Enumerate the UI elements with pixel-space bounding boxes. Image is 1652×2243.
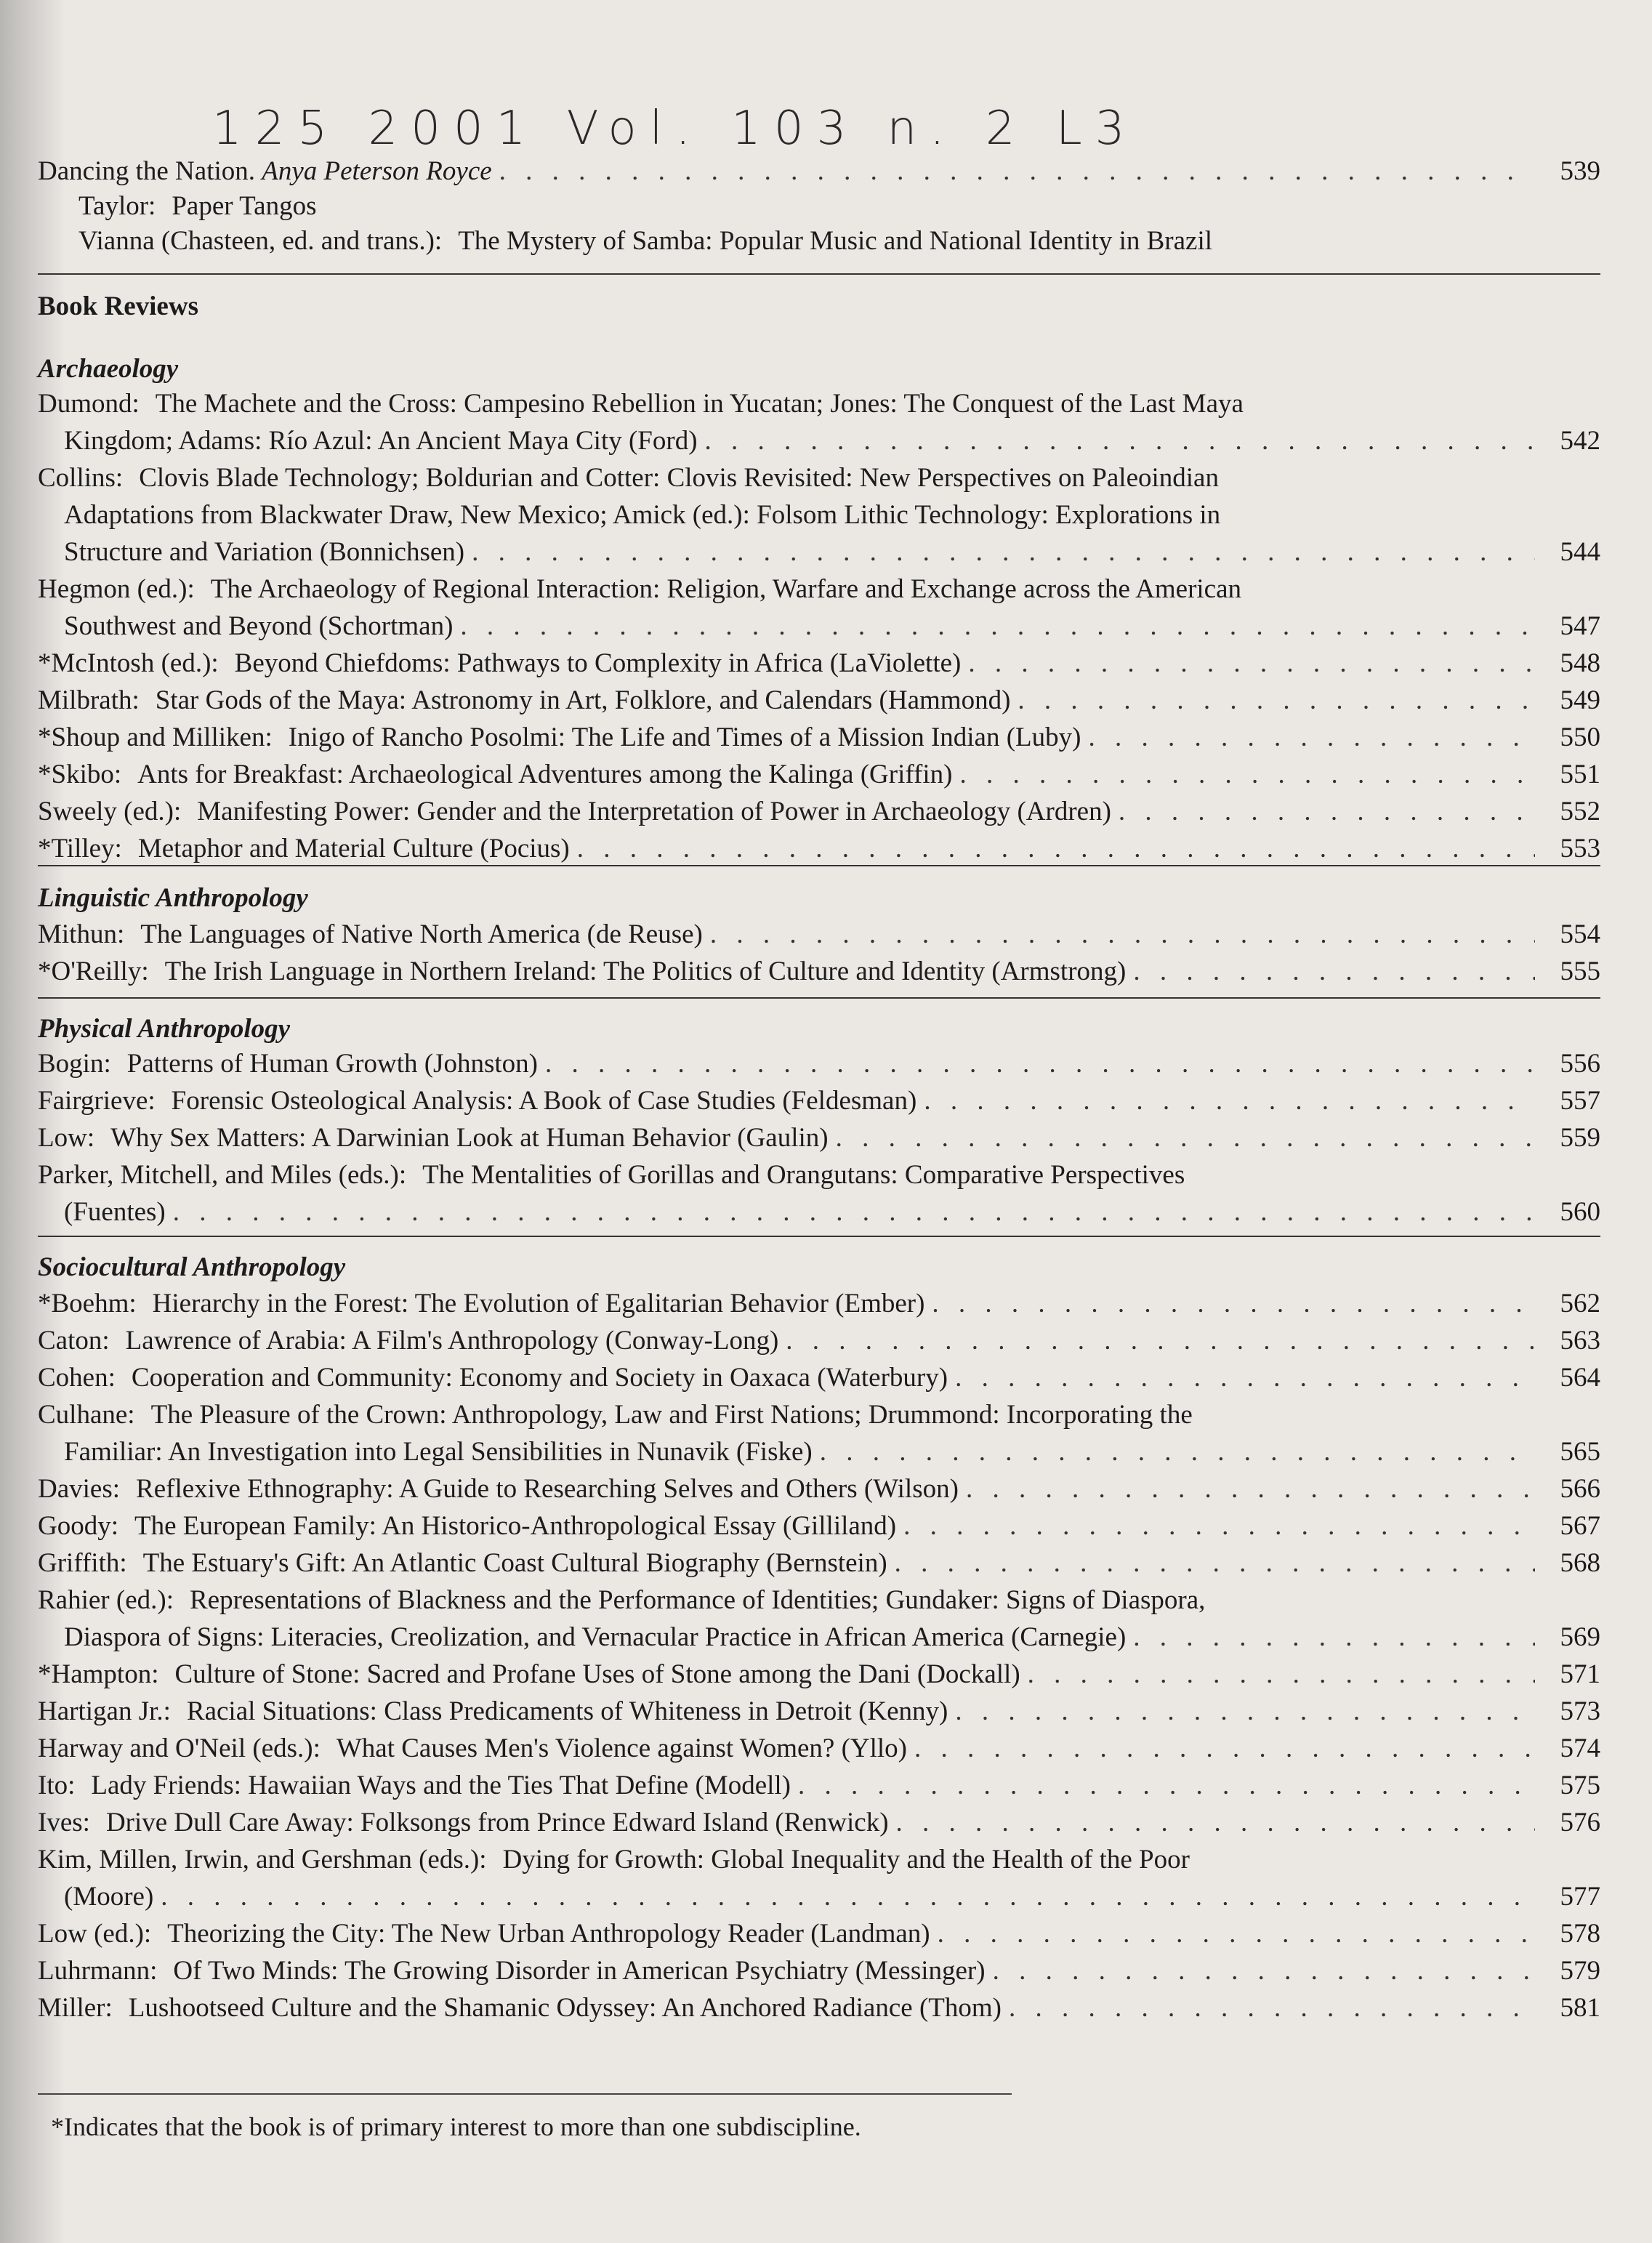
entry-author: Rahier (ed.): [38, 1585, 174, 1615]
toc-line [38, 954, 1600, 989]
toc-line [38, 1398, 1600, 1433]
entry-author: Hartigan Jr.: [38, 1696, 171, 1726]
entry-author: Collins: [38, 463, 124, 493]
entry-title: What Causes Men's Violence against Women? (Yllo) [336, 1733, 908, 1763]
entry-author: Ives: [38, 1808, 90, 1837]
toc-line [38, 1805, 1600, 1840]
dot-leader [895, 1546, 1535, 1581]
entry-title: Lushootseed Culture and the Shamanic Odyssey: An Anchored Radiance (Thom) [128, 1993, 1002, 2023]
entry-author: Fairgrieve: [38, 1086, 156, 1116]
dot-leader [914, 1731, 1535, 1766]
toc-line [38, 1657, 1600, 1692]
dot-leader [968, 646, 1535, 681]
entry-author: Hegmon (ed.): [38, 574, 195, 604]
entry-title: The Irish Language in Northern Ireland: The Politics of Culture and Identity (Armstrong) [164, 957, 1127, 986]
entry-author: Harway and O'Neil (eds.): [38, 1733, 321, 1763]
entry-title: Metaphor and Material Culture (Pocius) [137, 834, 570, 863]
page-number: 574 [1560, 1733, 1600, 1763]
dot-leader [1133, 1620, 1535, 1655]
page-number: 577 [1560, 1882, 1600, 1912]
dot-leader [1009, 1991, 1535, 2026]
entry-author: Vianna (Chasteen, ed. and trans.): [78, 226, 443, 256]
entry-author: Ito: [38, 1771, 76, 1800]
page-number: 547 [1560, 611, 1600, 641]
dot-leader [1088, 720, 1535, 755]
toc-line [64, 1195, 1600, 1230]
entry-title: Star Gods of the Maya: Astronomy in Art, Folklore, and Calendars (Hammond) [155, 685, 1011, 715]
toc-line [38, 461, 1600, 496]
entry-title: Representations of Blackness and the Performance of Identities; Gundaker: Signs of Diaspora, [189, 1585, 1206, 1615]
dot-leader [966, 1472, 1535, 1507]
page-number: 544 [1560, 537, 1600, 567]
entry-title: Dancing the Nation. [38, 156, 255, 186]
entry-author: Cohen: [38, 1363, 116, 1393]
toc-line [38, 1324, 1600, 1358]
page-number: 576 [1560, 1808, 1600, 1837]
page-number: 549 [1560, 685, 1600, 715]
entry-author: Davies: [38, 1474, 121, 1504]
entry-title: The Archaeology of Regional Interaction: Religion, Warfare and Exchange across the American [210, 574, 1242, 604]
dot-leader [903, 1509, 1535, 1544]
dot-leader [472, 535, 1535, 570]
page-number: 567 [1560, 1511, 1600, 1541]
handwritten-note: 125 2001 Vol. 103 n. 2 L3 [212, 102, 1138, 156]
entry-author: Dumond: [38, 389, 140, 419]
dot-leader [938, 1917, 1535, 1952]
entry-title: Why Sex Matters: A Darwinian Look at Human Behavior (Gaulin) [110, 1123, 829, 1153]
toc-line [38, 646, 1600, 681]
page-number: 562 [1560, 1289, 1600, 1318]
entry-title: Clovis Blade Technology; Boldurian and Cotter: Clovis Revisited: New Perspectives on Paleoindian [139, 463, 1219, 493]
toc-line [38, 683, 1600, 718]
entry-title: The Mystery of Samba: Popular Music and National Identity in Brazil [458, 226, 1213, 256]
page-number: 575 [1560, 1771, 1600, 1800]
dot-leader [577, 831, 1535, 866]
page-number: 563 [1560, 1326, 1600, 1356]
toc-entry-taylor [78, 189, 1600, 224]
dot-leader [499, 154, 1535, 189]
entry-title: Lady Friends: Hawaiian Ways and the Ties That Define (Modell) [91, 1771, 791, 1800]
entry-title: Lawrence of Arabia: A Film's Anthropology (Conway-Long) [125, 1326, 779, 1356]
toc-entry-vianna [78, 224, 1600, 259]
entry-title: Structure and Variation (Bonnichsen) [64, 537, 465, 567]
toc-line [38, 1583, 1600, 1618]
entry-author: Low: [38, 1123, 95, 1153]
toc-line [38, 1768, 1600, 1803]
section-divider [38, 997, 1600, 999]
dot-leader [710, 917, 1535, 952]
dot-leader [705, 424, 1535, 459]
toc-line [38, 831, 1600, 866]
toc-line [38, 794, 1600, 829]
section-divider [38, 1236, 1600, 1237]
entry-author: *Tilley: [38, 834, 122, 863]
dot-leader [993, 1954, 1535, 1989]
dot-leader [924, 1084, 1535, 1119]
entry-title: Racial Situations: Class Predicaments of Whiteness in Detroit (Kenny) [186, 1696, 948, 1726]
entry-title: Ants for Breakfast: Archaeological Adventures among the Kalinga (Griffin) [137, 760, 953, 789]
entry-author: Caton: [38, 1326, 110, 1356]
dot-leader [836, 1121, 1535, 1156]
toc-line [64, 535, 1600, 570]
entry-author: *O'Reilly: [38, 957, 149, 986]
page-number: 548 [1560, 648, 1600, 678]
entry-title: Diaspora of Signs: Literacies, Creolization, and Vernacular Practice in African America (Carnegie) [64, 1622, 1127, 1652]
entry-title: Drive Dull Care Away: Folksongs from Prince Edward Island (Renwick) [105, 1808, 889, 1837]
page-number: 557 [1560, 1086, 1600, 1116]
page-number: 553 [1560, 834, 1600, 863]
entry-author: Milbrath: [38, 685, 140, 715]
page-number: 552 [1560, 797, 1600, 826]
entry-author: Miller: [38, 1993, 113, 2023]
toc-line [38, 1084, 1600, 1119]
dot-leader [955, 1361, 1535, 1396]
entry-author: *Boehm: [38, 1289, 137, 1318]
section-divider [38, 273, 1600, 275]
dot-leader [1018, 683, 1535, 718]
page-number: 542 [1560, 426, 1600, 456]
entry-title: The European Family: An Historico-Anthropological Essay (Gilliland) [134, 1511, 897, 1541]
page-number: 566 [1560, 1474, 1600, 1504]
entry-author: *McIntosh (ed.): [38, 648, 219, 678]
toc-line [38, 1991, 1600, 2026]
entry-author: Kim, Millen, Irwin, and Gershman (eds.): [38, 1845, 487, 1874]
dot-leader [1119, 794, 1535, 829]
page-number: 555 [1560, 957, 1600, 986]
entry-title: Hierarchy in the Forest: The Evolution of Egalitarian Behavior (Ember) [152, 1289, 925, 1318]
page-number: 568 [1560, 1548, 1600, 1578]
archaeology-heading: Archaeology [38, 354, 179, 384]
dot-leader [173, 1195, 1535, 1230]
linguistic-heading: Linguistic Anthropology [38, 883, 308, 913]
entry-title: Inigo of Rancho Posolmi: The Life and Times of a Mission Indian (Luby) [288, 722, 1081, 752]
toc-line [38, 1361, 1600, 1396]
toc-line [38, 1158, 1600, 1193]
page-number: 551 [1560, 760, 1600, 789]
dot-leader [786, 1324, 1535, 1358]
toc-line [38, 1731, 1600, 1766]
page-number: 571 [1560, 1659, 1600, 1689]
dot-leader [932, 1286, 1535, 1321]
physical-heading: Physical Anthropology [38, 1014, 291, 1044]
entry-author: Griffith: [38, 1548, 127, 1578]
page-number: 560 [1560, 1197, 1600, 1227]
toc-line [38, 1472, 1600, 1507]
entry-author: Low (ed.): [38, 1919, 152, 1949]
toc-line [64, 609, 1600, 644]
page-number: 554 [1560, 919, 1600, 949]
entry-title: Kingdom; Adams: Río Azul: An Ancient Maya City (Ford) [64, 426, 698, 456]
entry-title: Manifesting Power: Gender and the Interpretation of Power in Archaeology (Ardren) [197, 797, 1111, 826]
entry-author: Mithun: [38, 919, 125, 949]
entry-title: Of Two Minds: The Growing Disorder in American Psychiatry (Messinger) [173, 1956, 986, 1986]
entry-author: Culhane: [38, 1400, 135, 1430]
toc-line [38, 1047, 1600, 1082]
page-number: 578 [1560, 1919, 1600, 1949]
entry-title: Beyond Chiefdoms: Pathways to Complexity in Africa (LaViolette) [234, 648, 962, 678]
entry-author: Parker, Mitchell, and Miles (eds.): [38, 1160, 407, 1190]
entry-title: Adaptations from Blackwater Draw, New Mexico; Amick (ed.): Folsom Lithic Technology: Explorations in [64, 500, 1221, 530]
toc-entry-dancing-the-nation [38, 154, 1600, 189]
dot-leader [798, 1768, 1535, 1803]
entry-title: Dying for Growth: Global Inequality and the Health of the Poor [502, 1845, 1190, 1874]
page-number: 550 [1560, 722, 1600, 752]
entry-author: Goody: [38, 1511, 118, 1541]
toc-line [64, 498, 1600, 533]
page-number: 539 [1560, 156, 1600, 186]
table-of-contents [38, 0, 1600, 2243]
dot-leader [959, 757, 1535, 792]
entry-author: Bogin: [38, 1049, 111, 1079]
dot-leader [896, 1805, 1535, 1840]
dot-leader [820, 1435, 1535, 1470]
entry-title: The Machete and the Cross: Campesino Rebellion in Yucatan; Jones: The Conquest of the Last Maya [155, 389, 1244, 419]
dot-leader [1133, 954, 1535, 989]
dot-leader [161, 1880, 1535, 1914]
toc-line [38, 1286, 1600, 1321]
book-reviews-heading: Book Reviews [38, 291, 198, 321]
entry-title: Reflexive Ethnography: A Guide to Researching Selves and Others (Wilson) [136, 1474, 959, 1504]
page-number: 573 [1560, 1696, 1600, 1726]
footnote: *Indicates that the book is of primary interest to more than one subdiscipline. [51, 2112, 861, 2141]
toc-line [38, 1843, 1600, 1877]
toc-line [38, 1121, 1600, 1156]
dot-leader [1028, 1657, 1535, 1692]
entry-title: The Languages of Native North America (de Reuse) [140, 919, 703, 949]
entry-title: Culture of Stone: Sacred and Profane Uses of Stone among the Dani (Dockall) [174, 1659, 1020, 1689]
entry-title: The Estuary's Gift: An Atlantic Coast Cultural Biography (Bernstein) [142, 1548, 887, 1578]
page-number: 556 [1560, 1049, 1600, 1079]
toc-line [64, 1435, 1600, 1470]
toc-line [38, 1694, 1600, 1729]
toc-line [38, 757, 1600, 792]
entry-title: Theorizing the City: The New Urban Anthropology Reader (Landman) [167, 1919, 930, 1949]
sociocultural-heading: Sociocultural Anthropology [38, 1252, 346, 1282]
page-number: 565 [1560, 1437, 1600, 1467]
toc-line [38, 572, 1600, 607]
toc-line [38, 1509, 1600, 1544]
dot-leader [460, 609, 1535, 644]
toc-line [64, 1620, 1600, 1655]
entry-title: Patterns of Human Growth (Johnston) [126, 1049, 538, 1079]
entry-author: *Shoup and Milliken: [38, 722, 273, 752]
page-number: 564 [1560, 1363, 1600, 1393]
entry-title: Familiar: An Investigation into Legal Sensibilities in Nunavik (Fiske) [64, 1437, 813, 1467]
entry-author: Luhrmann: [38, 1956, 158, 1986]
entry-author: Sweely (ed.): [38, 797, 182, 826]
page-number: 581 [1560, 1993, 1600, 2023]
toc-line [38, 387, 1600, 422]
page-number: 579 [1560, 1956, 1600, 1986]
toc-line [38, 917, 1600, 952]
toc-line [38, 720, 1600, 755]
entry-title: Southwest and Beyond (Schortman) [64, 611, 454, 641]
toc-line [38, 1954, 1600, 1989]
entry-title: Paper Tangos [172, 191, 317, 221]
page-number: 559 [1560, 1123, 1600, 1153]
entry-byline: Anya Peterson Royce [262, 156, 492, 186]
dot-leader [545, 1047, 1535, 1082]
footnote-rule [38, 2093, 1012, 2095]
entry-author: Taylor: [78, 191, 156, 221]
dot-leader [955, 1694, 1535, 1729]
toc-line [64, 1880, 1600, 1914]
entry-author: *Skibo: [38, 760, 122, 789]
toc-line [38, 1546, 1600, 1581]
page-number: 569 [1560, 1622, 1600, 1652]
entry-title: Cooperation and Community: Economy and Society in Oaxaca (Waterbury) [131, 1363, 948, 1393]
entry-title: The Pleasure of the Crown: Anthropology, Law and First Nations; Drummond: Incorporating the [150, 1400, 1193, 1430]
entry-title: Forensic Osteological Analysis: A Book of Case Studies (Feldesman) [171, 1086, 917, 1116]
entry-title: (Moore) [64, 1882, 154, 1912]
toc-line [64, 424, 1600, 459]
entry-author: *Hampton: [38, 1659, 159, 1689]
entry-title: (Fuentes) [64, 1197, 166, 1227]
toc-line [38, 1917, 1600, 1952]
entry-title: The Mentalities of Gorillas and Orangutans: Comparative Perspectives [422, 1160, 1185, 1190]
